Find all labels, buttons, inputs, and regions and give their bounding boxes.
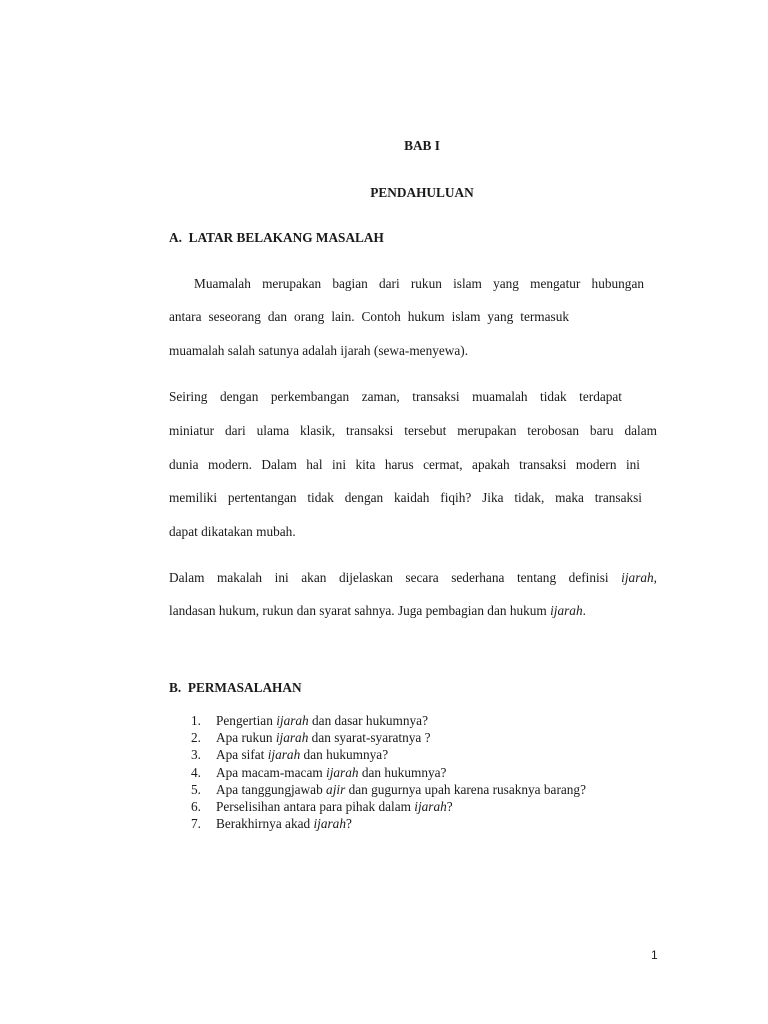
paragraph-2-line-4: memiliki pertentangan tidak dengan kaidah fiqih? Jika tidak, maka transaksi: [169, 490, 642, 505]
section-a-heading: A. LATAR BELAKANG MASALAH: [169, 230, 384, 245]
list-item: 6. Perselisihan antara para pihak dalam ijarah?: [191, 798, 453, 814]
paragraph-3-line-2: landasan hukum, rukun dan syarat sahnya. Juga pembagian dan hukum ijarah.: [169, 603, 586, 618]
paragraph-2-line-1: Seiring dengan perkembangan zaman, transaksi muamalah tidak terdapat: [169, 389, 622, 404]
term-ijarah: ijarah: [621, 570, 654, 585]
paragraph-3-line-1: Dalam makalah ini akan dijelaskan secara sederhana tentang definisi ijarah,: [169, 570, 657, 585]
list-item: 2. Apa rukun ijarah dan syarat-syaratnya ?: [191, 730, 431, 746]
list-item: 4. Apa macam-macam ijarah dan hukumnya?: [191, 764, 447, 780]
list-item: 1. Pengertian ijarah dan dasar hukumnya?: [191, 713, 428, 728]
problem-list: [191, 712, 586, 832]
chapter-number: BAB I: [404, 138, 440, 153]
paragraph-1-line-2: antara seseorang dan orang lain. Contoh hukum islam yang termasuk: [169, 309, 569, 324]
paragraph-2-line-5: dapat dikatakan mubah.: [169, 524, 296, 539]
paragraph-2-line-3: dunia modern. Dalam hal ini kita harus cermat, apakah transaksi modern ini: [169, 457, 640, 472]
paragraph-1-line-1: Muamalah merupakan bagian dari rukun islam yang mengatur hubungan: [194, 276, 644, 291]
paragraph-2-line-2: miniatur dari ulama klasik, transaksi tersebut merupakan terobosan baru dalam: [169, 423, 657, 438]
chapter-title: PENDAHULUAN: [370, 185, 474, 200]
term-ijarah: ijarah: [550, 603, 583, 618]
list-item: 5. Apa tanggungjawab ajir dan gugurnya upah karena rusaknya barang?: [191, 781, 586, 797]
paragraph-1-line-3: muamalah salah satunya adalah ijarah (sewa-menyewa).: [169, 343, 469, 358]
page-number: 1: [651, 948, 658, 962]
list-item: 3. Apa sifat ijarah dan hukumnya?: [191, 747, 389, 763]
section-b-heading: B. PERMASALAHAN: [169, 680, 302, 695]
list-item: 7. Berakhirnya akad ijarah?: [191, 816, 352, 832]
